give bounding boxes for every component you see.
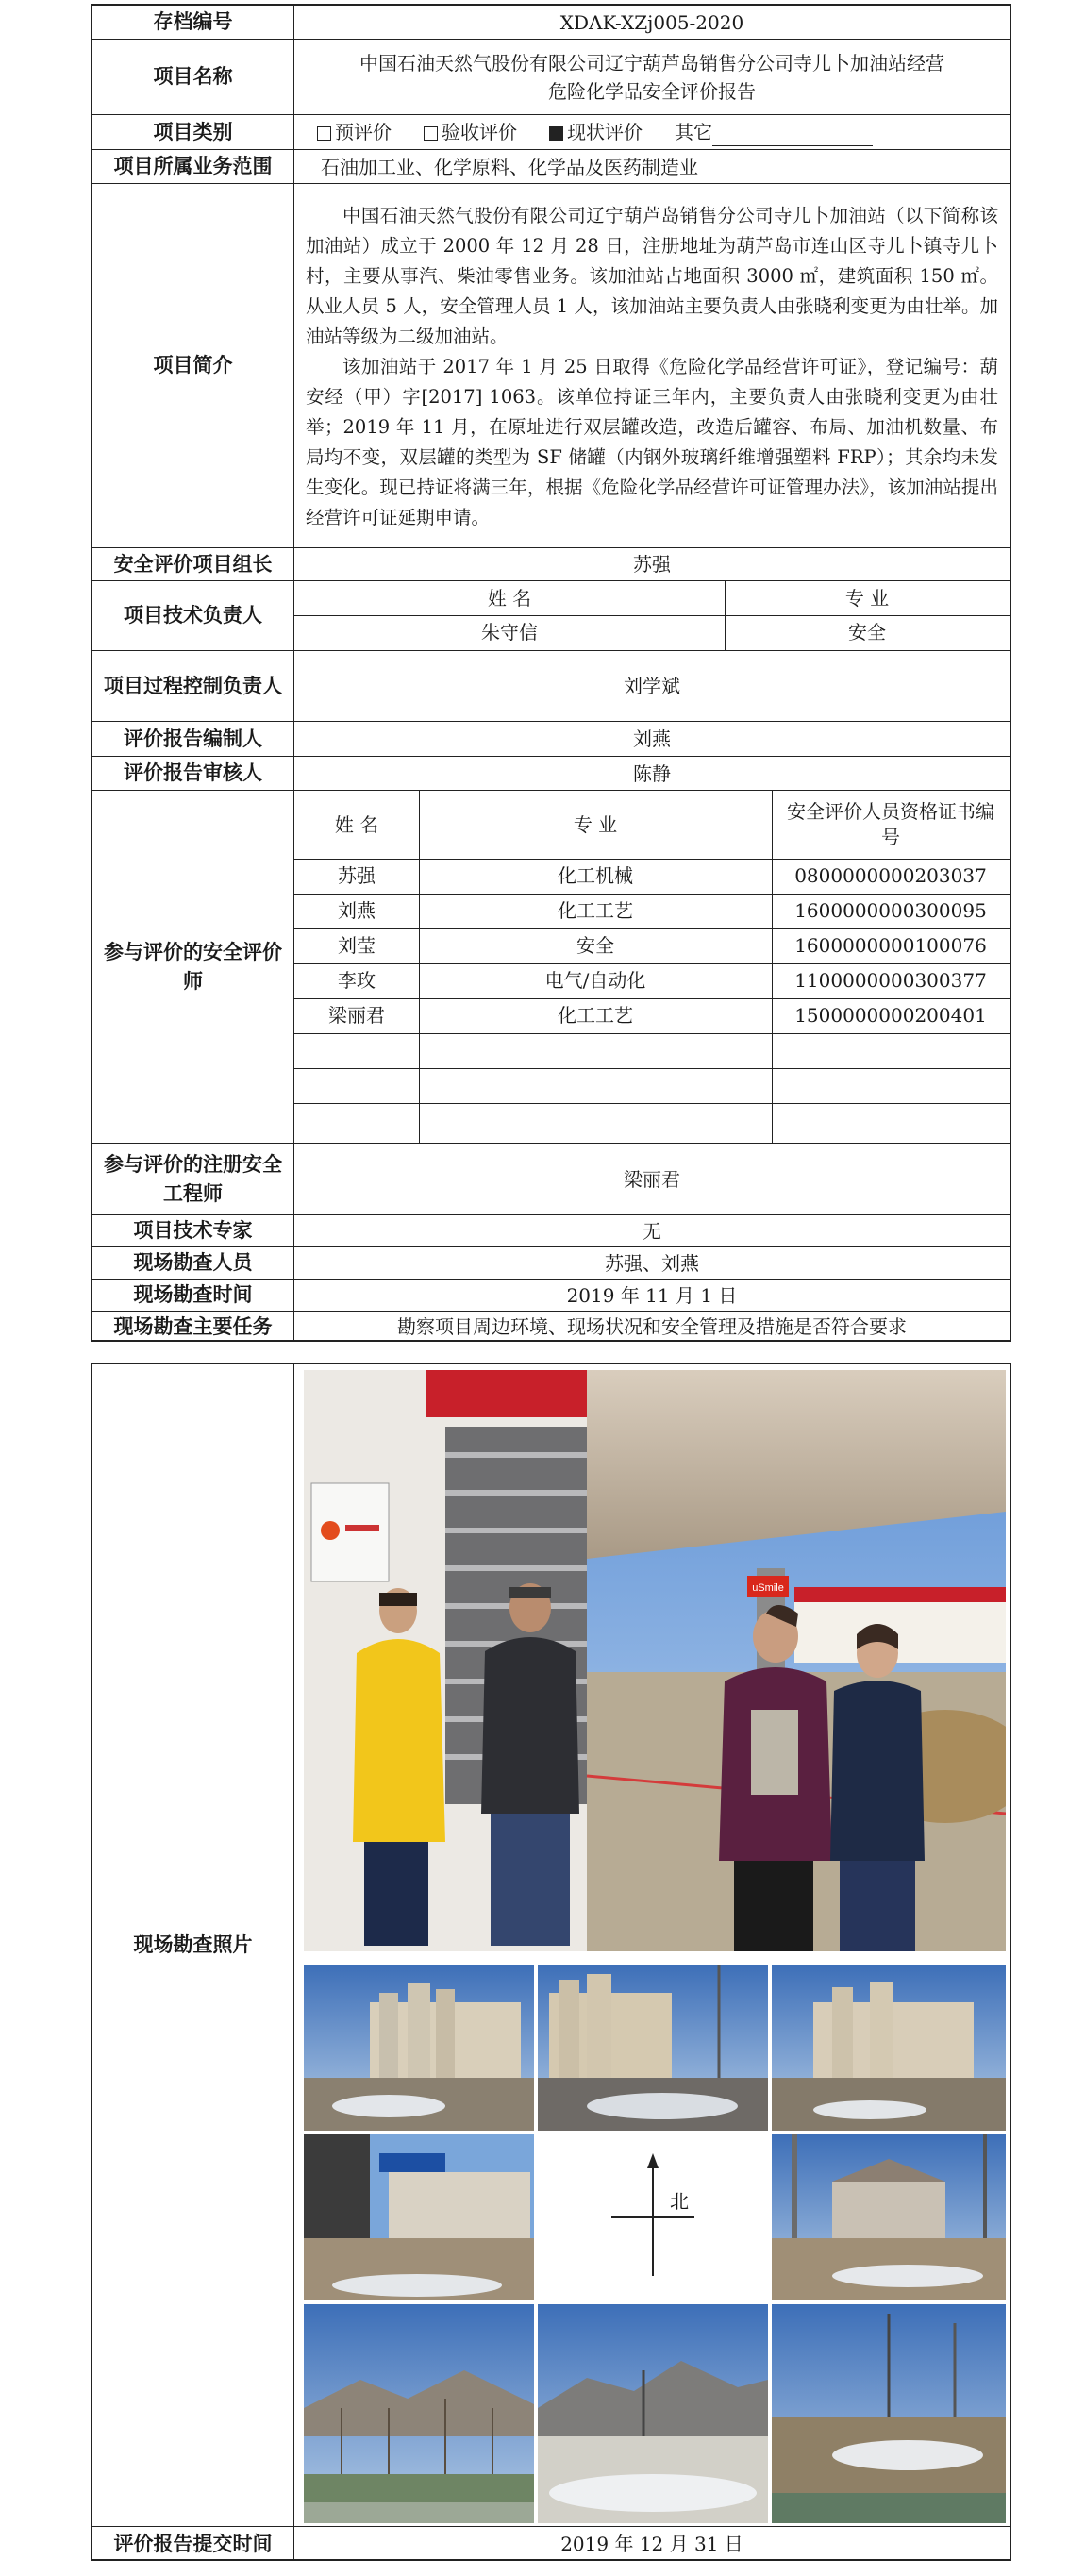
summary-paragraph-1: 中国石油天然气股份有限公司辽宁葫芦岛销售分公司寺儿卜加油站（以下简称该加油站）成立于 2000 年 12 月 28 日，注册地址为葫芦岛市连山区寺儿卜镇寺儿卜村，主要从事汽、柴油零售业务。该加油站占地面积 3000 ㎡，建筑面积 150 ㎡。从业人员 5 人，安全管理人员 1 人，该加油站主要负责人由张晓利变更为由壮举。加油站等级为二级加油站。 (306, 204, 998, 347)
checkbox-unchecked-icon[interactable] (317, 126, 331, 141)
submit-time-label: 评价报告提交时间 (92, 2527, 294, 2561)
project-name-line2: 危险化学品安全评价报告 (548, 79, 756, 103)
business-scope-row (92, 150, 1010, 184)
tech-lead-major: 安全 (848, 621, 886, 644)
site-photos-label: 现场勘查照片 (92, 1364, 294, 2526)
checkbox-checked-icon[interactable] (549, 126, 563, 141)
option-pre-evaluation[interactable]: 预评价 (317, 118, 392, 146)
assessor-cert: 1100000000300377 (794, 969, 987, 992)
survey-time-value: 2019 年 11 月 1 日 (566, 1283, 738, 1307)
reg-engineer-row (92, 1144, 1010, 1215)
survey-time-label: 现场勘查时间 (92, 1280, 294, 1311)
assessor-name: 刘燕 (338, 899, 376, 922)
site-photo-grid (304, 1965, 1006, 2523)
evaluation-info-table (91, 4, 1011, 1342)
submit-time-row (92, 2527, 1010, 2561)
expert-value: 无 (643, 1219, 661, 1243)
team-leader-row (92, 548, 1010, 581)
assessor-cert: 0800000000203037 (794, 864, 987, 887)
assessors-label: 参与评价的安全评价师 (92, 791, 294, 1143)
assessor-cert: 1500000000200401 (794, 1004, 987, 1027)
option-current-evaluation[interactable]: 现状评价 (549, 118, 643, 146)
assessor-cert: 1600000000300095 (794, 899, 987, 922)
survey-staff-row (92, 1247, 1010, 1280)
compiler-row (92, 722, 1010, 757)
assessor-name: 苏强 (338, 864, 376, 887)
process-control-value: 刘学斌 (624, 675, 680, 697)
reviewer-row (92, 757, 1010, 791)
project-type-label: 项目类别 (92, 115, 294, 149)
summary-label: 项目简介 (92, 184, 294, 547)
compiler-value: 刘燕 (633, 728, 671, 750)
assessor-name: 李玫 (338, 969, 376, 992)
assessors-table (294, 791, 1010, 1143)
assessor-name-header: 姓 名 (334, 812, 379, 836)
business-scope-label: 项目所属业务范围 (92, 150, 294, 183)
survey-staff-label: 现场勘查人员 (92, 1247, 294, 1279)
survey-task-label: 现场勘查主要任务 (92, 1312, 294, 1342)
summary-row (92, 184, 1010, 548)
site-photos-row (92, 1364, 1010, 2527)
assessor-name: 梁丽君 (328, 1004, 385, 1027)
submit-time-value: 2019 年 12 月 31 日 (560, 2533, 743, 2555)
project-name-label: 项目名称 (92, 40, 294, 114)
assessor-major: 化工工艺 (558, 1004, 633, 1027)
checkbox-unchecked-icon[interactable] (424, 126, 438, 141)
tech-lead-name: 朱守信 (481, 621, 538, 644)
team-leader-label: 安全评价项目组长 (92, 548, 294, 580)
survey-staff-value: 苏强、刘燕 (605, 1251, 699, 1275)
expert-row (92, 1215, 1010, 1247)
site-photos-table (91, 1363, 1011, 2561)
archive-label: 存档编号 (92, 6, 294, 39)
project-name-row (92, 40, 1010, 115)
project-type-options (294, 115, 1010, 149)
process-control-label: 项目过程控制负责人 (92, 651, 294, 721)
team-leader-value: 苏强 (633, 553, 671, 576)
project-name-value (294, 40, 1010, 114)
summary-text (294, 184, 1010, 547)
site-photo-grid-image (304, 1965, 1006, 2523)
assessor-major: 电气/自动化 (544, 969, 646, 992)
option-acceptance-evaluation[interactable]: 验收评价 (424, 118, 517, 146)
reg-engineer-label: 参与评价的注册安全工程师 (92, 1144, 294, 1214)
reviewer-label: 评价报告审核人 (92, 757, 294, 790)
archive-number: XDAK-XZj005-2020 (559, 10, 744, 34)
assessor-major-header: 专 业 (573, 812, 618, 836)
tech-lead-label: 项目技术负责人 (92, 581, 294, 650)
north-label: 北 (670, 2190, 689, 2213)
archive-row (92, 6, 1010, 40)
summary-paragraph-2: 该加油站于 2017 年 1 月 25 日取得《危险化学品经营许可证》，登记编号：葫安经（甲）字[2017] 1063。该单位持证三年内，主要负责人由张晓利变更为由壮举；2019 年 11 月，在原址进行双层罐改造，改造后罐容、布局、加油机数量、布局均不变，双层罐的类型为 SF 储罐（内钢外玻璃纤维增强塑料 FRP）；其余均未发生变化。现已持证将满三年，根据《危险化学品经营许可证管理办法》，该加油站提出经营许可证延期申请。 (306, 355, 998, 528)
tech-lead-table (294, 581, 1010, 650)
assessor-cert: 1600000000100076 (794, 934, 987, 957)
tech-lead-name-header: 姓 名 (487, 586, 532, 610)
assessor-cert-header: 安全评价人员资格证书编号 (787, 800, 994, 848)
project-type-row (92, 115, 1010, 150)
reviewer-value: 陈静 (633, 761, 671, 785)
station-board-text: uSmile (752, 1582, 784, 1594)
assessor-major: 化工工艺 (558, 899, 633, 922)
tech-lead-row (92, 581, 1010, 651)
option-other: 其它 (675, 118, 873, 146)
survey-task-value: 勘察项目周边环境、现场状况和安全管理及措施是否符合要求 (397, 1315, 907, 1338)
team-group-photo (304, 1370, 1006, 1951)
assessor-major: 化工机械 (558, 864, 633, 887)
assessor-name: 刘莹 (338, 934, 376, 957)
survey-time-row (92, 1280, 1010, 1312)
business-scope-value: 石油加工业、化学原料、化学品及医药制造业 (321, 155, 698, 178)
reg-engineer-value: 梁丽君 (624, 1167, 680, 1191)
other-blank-line (712, 126, 873, 146)
expert-label: 项目技术专家 (92, 1215, 294, 1246)
compiler-label: 评价报告编制人 (92, 722, 294, 756)
team-group-photo-image (304, 1370, 1006, 1951)
process-control-row (92, 651, 1010, 722)
tech-lead-major-header: 专 业 (844, 586, 890, 610)
survey-task-row (92, 1312, 1010, 1342)
assessors-row (92, 791, 1010, 1144)
assessor-major: 安全 (576, 934, 614, 957)
project-name-line1: 中国石油天然气股份有限公司辽宁葫芦岛销售分公司寺儿卜加油站经营 (359, 51, 944, 75)
